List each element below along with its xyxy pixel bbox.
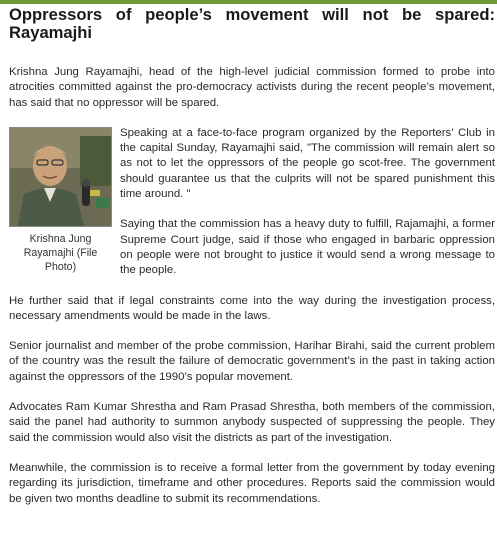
article-paragraph-3: Saying that the commission has a heavy duty to fulfill, Rajamajhi, a former Supreme Court judge, said if those who engaged in barbaric oppression on people were not brought to justice it would send a wrong message to the people. (120, 218, 495, 277)
article-paragraph-6: Advocates Ram Kumar Shrestha and Ram Prasad Shrestha, both members of the commission, said the panel had authority to summon anybody suspected of suppressing the people. They said the commission would also visit the districts as part of the investigation. (9, 401, 495, 444)
file-photo (9, 127, 112, 227)
photo-caption: Krishna Jung Rayamajhi (File Photo) (23, 232, 98, 273)
article-paragraph-4: He further said that if legal constraints come into the way during the investigation process, necessary amendments would be made in the laws. (9, 294, 495, 322)
news-article (9, 6, 495, 507)
photo-paragraph-block (9, 126, 495, 279)
article-paragraph-2: Speaking at a face-to-face program organized by the Reporters’ Club in the capital Sunday, Rayamajhi said, "The commission will remain alert so as not to let the oppressors of the people go scot-free. The government should guarantee us that the culprits will not be spared punishment this time around. " (120, 126, 495, 201)
article-paragraph-1: Krishna Jung Rayamajhi, head of the high-level judicial commission formed to probe into atrocities committed against the pro-democracy activists during the recent people’s movement, has said that no oppressor will be spared. (9, 66, 495, 109)
article-paragraph-5: Senior journalist and member of the probe commission, Harihar Birahi, said the current problem of the country was the result the failure of democratic government’s in the past in taking action against the oppressors of the 1990’s popular movement. (9, 340, 495, 383)
top-accent-rule (0, 0, 497, 4)
article-headline: Oppressors of people’s movement will not be spared: Rayamajhi (9, 5, 495, 42)
photo-figure (9, 127, 112, 274)
article-paragraph-7: Meanwhile, the commission is to receive a formal letter from the government by today evening regarding its jurisdiction, timeframe and other procedures. Reports said the commission would be given two months deadline to submit its recommendations. (9, 461, 495, 505)
